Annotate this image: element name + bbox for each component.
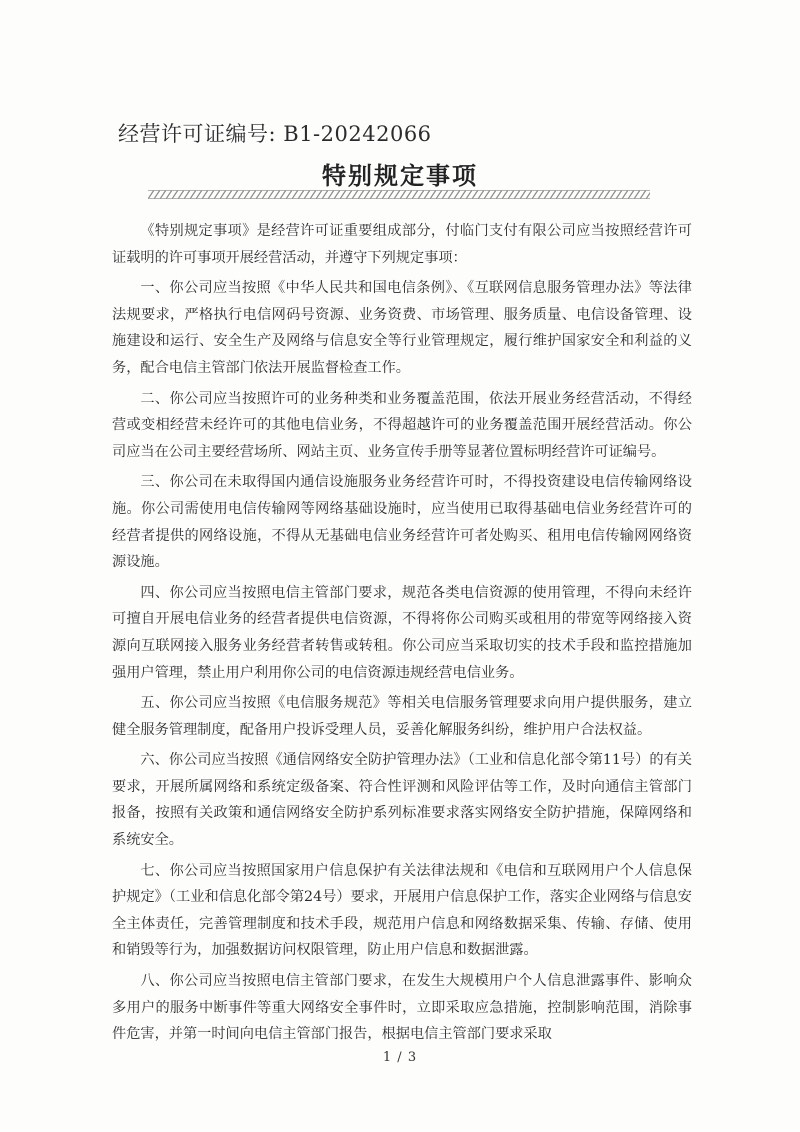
paragraph-item-8: 八、你公司应当按照电信主管部门要求，在发生大规模用户个人信息泄露事件、影响众多用户的服务中断事件等重大网络安全事件时，立即采取应急措施，控制影响范围，消除事件危害，并第一时间向电信主管部门报告，根据电信主管部门要求采取 <box>112 973 692 1043</box>
page-number: 1 / 3 <box>382 1050 418 1065</box>
decorative-divider <box>148 190 650 199</box>
paragraph-item-2: 二、你公司应当按照许可的业务种类和业务覆盖范围，依法开展业务经营活动，不得经营或变相经营未经许可的其他电信业务，不得超越许可的业务覆盖范围开展经营活动。你公司应当在公司主要经营场所、网站主页、业务宣传手册等显著位置标明经营许可证编号。 <box>112 390 692 460</box>
provisions-body <box>112 218 692 1052</box>
page-title: 特别规定事项 <box>322 161 478 190</box>
license-number: B1-20242066 <box>283 122 432 146</box>
license-number-line <box>118 118 432 148</box>
paragraph-item-1: 一、你公司应当按照《中华人民共和国电信条例》、《互联网信息服务管理办法》等法律法规要求，严格执行电信网码号资源、业务资费、市场管理、服务质量、电信设备管理、设施建设和运行、安全生产及网络与信息安全等行业管理规定，履行维护国家安全和利益的义务，配合电信主管部门依法开展监督检查工作。 <box>112 280 692 376</box>
paragraph-intro: 《特别规定事项》是经营许可证重要组成部分，付临门支付有限公司应当按照经营许可证载明的许可事项开展经营活动，并遵守下列规定事项： <box>112 223 692 266</box>
paragraph-item-3: 三、你公司在未取得国内通信设施服务业务经营许可时，不得投资建设电信传输网络设施。你公司需使用电信传输网等网络基础设施时，应当使用已取得基础电信业务经营许可的经营者提供的网络设施，不得从无基础电信业务经营许可者处购买、租用电信传输网网络资源设施。 <box>112 474 692 571</box>
paragraph-item-4: 四、你公司应当按照电信主管部门要求，规范各类电信资源的使用管理，不得向未经许可擅自开展电信业务的经营者提供电信资源，不得将你公司购买或租用的带宽等网络接入资源向互联网接入服务业务经营者转售或转租。你公司应当采取切实的技术手段和监控措施加强用户管理，禁止用户利用你公司的电信资源违规经营电信业务。 <box>112 584 692 681</box>
license-label: 经营许可证编号: <box>118 122 277 146</box>
paragraph-item-5: 五、你公司应当按照《电信服务规范》等相关电信服务管理要求向用户提供服务，建立健全服务管理制度，配备用户投诉受理人员，妥善化解服务纠纷，维护用户合法权益。 <box>112 695 692 738</box>
paragraph-item-7: 七、你公司应当按照国家用户信息保护有关法律法规和《电信和互联网用户个人信息保护规定》（工业和信息化部令第24号）要求，开展用户信息保护工作，落实企业网络与信息安全主体责任，完善管理制度和技术手段，规范用户信息和网络数据采集、传输、存储、使用和销毁等行为，加强数据访问权限管理，防止用户信息和数据泄露。 <box>112 862 692 959</box>
paragraph-item-6: 六、你公司应当按照《通信网络安全防护管理办法》（工业和信息化部令第11号）的有关要求，开展所属网络和系统定级备案、符合性评测和风险评估等工作，及时向通信主管部门报备，按照有关政策和通信网络安全防护系列标准要求落实网络安全防护措施，保障网络和系统安全。 <box>112 752 692 849</box>
